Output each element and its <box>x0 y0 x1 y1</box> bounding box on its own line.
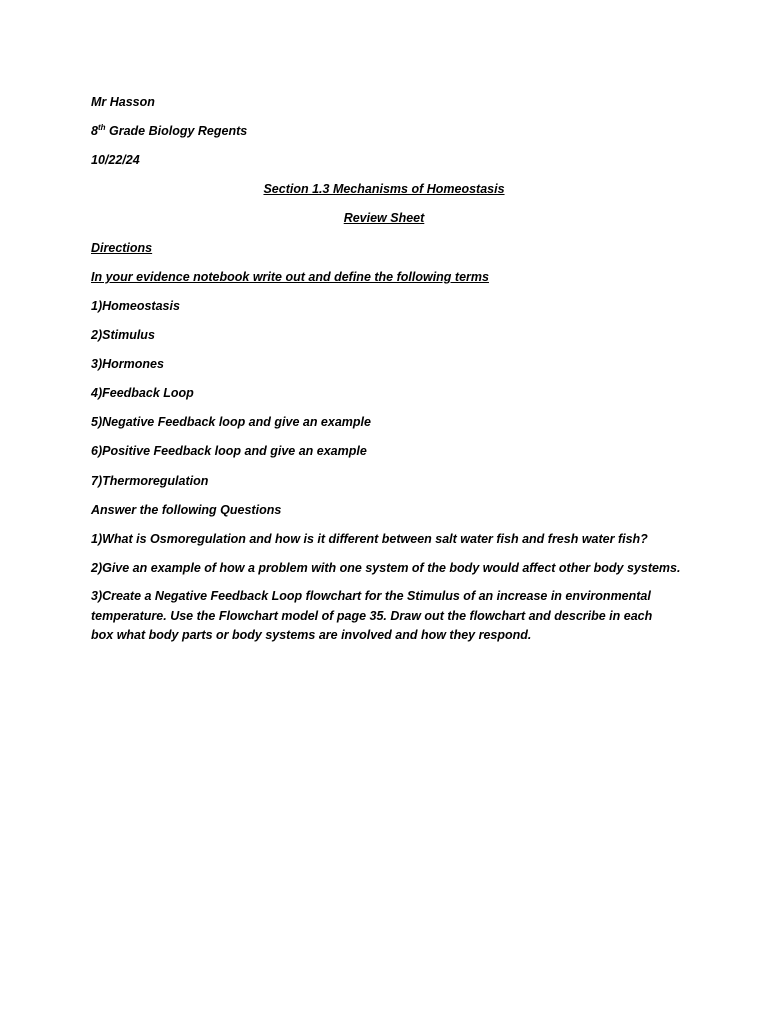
term-item: 5)Negative Feedback loop and give an example <box>91 415 371 429</box>
directions-heading: Directions <box>91 241 153 255</box>
term-item: 2)Stimulus <box>91 328 155 342</box>
question-item: 1)What is Osmoregulation and how is it different between salt water fish and fresh water fish? <box>91 532 648 546</box>
directions-instruction: In your evidence notebook write out and define the following terms <box>91 270 489 284</box>
question-item: 3)Create a Negative Feedback Loop flowchart for the Stimulus of an increase in environmental temperature. Use the Flowchart model of page 35. Draw out the flowchart and describe in each box what body parts or body systems are involved and how they respond. <box>91 589 653 642</box>
grade-number: 8 <box>91 124 98 138</box>
question-item: 2)Give an example of how a problem with one system of the body would affect other body systems. <box>91 561 681 575</box>
teacher-name: Mr Hasson <box>91 95 155 109</box>
term-item: 7)Thermoregulation <box>91 474 209 488</box>
term-item: 6)Positive Feedback loop and give an example <box>91 444 367 458</box>
grade-suffix: th <box>97 123 106 132</box>
review-sheet-title: Review Sheet <box>343 211 425 225</box>
document-date: 10/22/24 <box>91 153 140 167</box>
section-title: Section 1.3 Mechanisms of Homeostasis <box>263 182 505 196</box>
term-item: 1)Homeostasis <box>91 299 180 313</box>
grade-course <box>91 123 247 139</box>
questions-heading: Answer the following Questions <box>91 503 282 517</box>
course-name: Grade Biology Regents <box>109 124 248 138</box>
term-item: 3)Hormones <box>91 357 164 371</box>
term-item: 4)Feedback Loop <box>91 386 194 400</box>
